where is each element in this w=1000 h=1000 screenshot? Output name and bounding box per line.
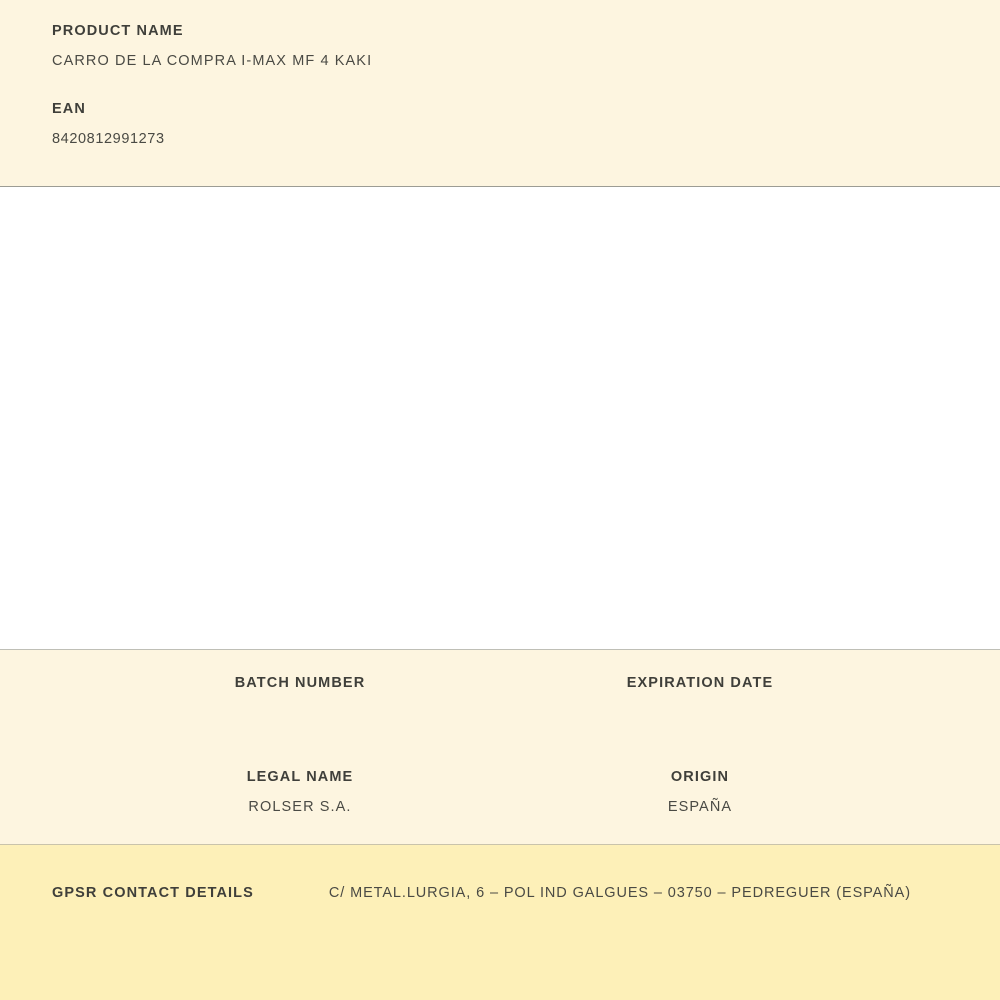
ean-label: EAN xyxy=(52,100,86,117)
details-block xyxy=(0,650,1000,845)
details-row-batch xyxy=(0,674,1000,722)
origin-label: ORIGIN xyxy=(670,768,730,785)
field-product-name xyxy=(0,22,1000,71)
gpsr-block xyxy=(0,845,1000,1000)
product-name-value: CARRO DE LA COMPRA I-MAX MF 4 KAKI xyxy=(52,52,373,69)
expiration-date-value xyxy=(550,704,850,722)
field-legal-name xyxy=(150,768,450,817)
batch-number-value xyxy=(150,704,450,722)
gpsr-contact-details-label: GPSR CONTACT DETAILS xyxy=(52,885,254,901)
field-origin xyxy=(550,768,850,817)
product-image-area xyxy=(0,187,1000,650)
ean-value: 8420812991273 xyxy=(52,130,165,147)
origin-value: ESPAÑA xyxy=(667,798,733,815)
header-block xyxy=(0,0,1000,187)
expiration-date-label: EXPIRATION DATE xyxy=(626,675,774,691)
legal-name-value: ROLSER S.A. xyxy=(248,798,352,815)
product-name-label: PRODUCT NAME xyxy=(52,23,184,39)
details-row-legal xyxy=(0,768,1000,817)
field-batch-number xyxy=(150,674,450,722)
batch-number-label: BATCH NUMBER xyxy=(234,675,366,691)
legal-name-label: LEGAL NAME xyxy=(246,768,354,785)
details-spacer-2 xyxy=(450,768,550,817)
field-expiration-date xyxy=(550,674,850,722)
gpsr-contact-details-value: C/ METAL.LURGIA, 6 – POL IND GALGUES – 03750 – PEDREGUER (ESPAÑA) xyxy=(328,885,911,901)
field-ean xyxy=(0,100,1000,149)
details-spacer xyxy=(450,674,550,722)
